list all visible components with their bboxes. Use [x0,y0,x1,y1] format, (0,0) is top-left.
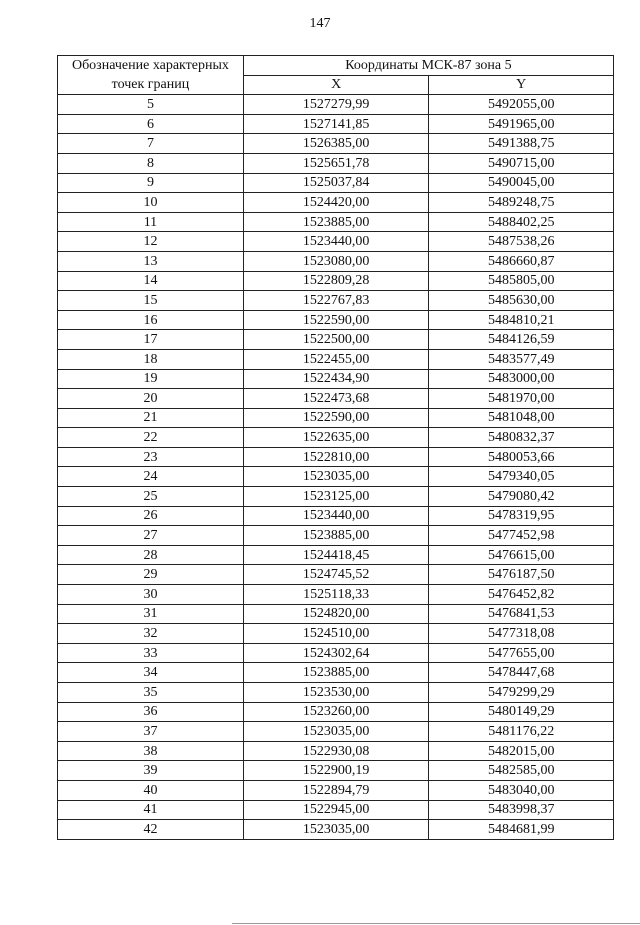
table-row [58,624,614,644]
table-row [58,487,614,507]
table-row [58,643,614,663]
y-coordinate-cell: 5476187,50 [429,565,614,585]
table-row [58,95,614,115]
point-cell: 17 [58,330,244,350]
x-coordinate-cell: 1522590,00 [243,408,429,428]
y-coordinate-cell: 5479340,05 [429,467,614,487]
point-cell: 41 [58,800,244,820]
point-cell: 34 [58,663,244,683]
y-coordinate-cell: 5483998,37 [429,800,614,820]
y-coordinate-cell: 5484810,21 [429,310,614,330]
y-coordinate-cell: 5483040,00 [429,780,614,800]
y-coordinate-cell: 5481176,22 [429,722,614,742]
y-coordinate-cell: 5478447,68 [429,663,614,683]
header-row-top [58,56,614,76]
x-coordinate-cell: 1524420,00 [243,193,429,213]
x-coordinate-cell: 1525037,84 [243,173,429,193]
table-body [58,95,614,840]
point-cell: 35 [58,683,244,703]
y-coordinate-cell: 5480832,37 [429,428,614,448]
x-coordinate-cell: 1523885,00 [243,663,429,683]
x-coordinate-cell: 1523125,00 [243,487,429,507]
point-cell: 24 [58,467,244,487]
x-coordinate-cell: 1522473,68 [243,389,429,409]
x-column-header: X [243,75,429,95]
y-coordinate-cell: 5481970,00 [429,389,614,409]
point-cell: 37 [58,722,244,742]
point-cell: 29 [58,565,244,585]
y-coordinate-cell: 5491388,75 [429,134,614,154]
y-coordinate-cell: 5485630,00 [429,291,614,311]
point-column-header [58,56,244,95]
point-cell: 14 [58,271,244,291]
point-cell: 32 [58,624,244,644]
x-coordinate-cell: 1522434,90 [243,369,429,389]
table-row [58,349,614,369]
point-cell: 27 [58,526,244,546]
table-row [58,663,614,683]
point-cell: 20 [58,389,244,409]
point-cell: 36 [58,702,244,722]
y-coordinate-cell: 5491965,00 [429,114,614,134]
x-coordinate-cell: 1527279,99 [243,95,429,115]
point-cell: 9 [58,173,244,193]
y-coordinate-cell: 5480149,29 [429,702,614,722]
x-coordinate-cell: 1522590,00 [243,310,429,330]
point-cell: 13 [58,251,244,271]
page-number: 147 [309,16,331,31]
table-row [58,291,614,311]
point-cell: 18 [58,349,244,369]
y-coordinate-cell: 5476615,00 [429,545,614,565]
x-coordinate-cell: 1523530,00 [243,683,429,703]
point-cell: 40 [58,780,244,800]
point-cell: 25 [58,487,244,507]
y-coordinate-cell: 5485805,00 [429,271,614,291]
table-row [58,761,614,781]
table-row [58,212,614,232]
point-cell: 31 [58,604,244,624]
x-coordinate-cell: 1525651,78 [243,153,429,173]
table-row [58,565,614,585]
point-cell: 6 [58,114,244,134]
y-coordinate-cell: 5484126,59 [429,330,614,350]
point-cell: 7 [58,134,244,154]
x-coordinate-cell: 1523080,00 [243,251,429,271]
y-coordinate-cell: 5477452,98 [429,526,614,546]
table-row [58,447,614,467]
x-coordinate-cell: 1526385,00 [243,134,429,154]
point-cell: 33 [58,643,244,663]
y-column-header: Y [429,75,614,95]
table-row [58,741,614,761]
x-coordinate-cell: 1527141,85 [243,114,429,134]
point-cell: 15 [58,291,244,311]
point-cell: 11 [58,212,244,232]
point-column-header-line2: точек границ [111,77,190,93]
x-coordinate-cell: 1522930,08 [243,741,429,761]
y-coordinate-cell: 5477318,08 [429,624,614,644]
table-row [58,330,614,350]
y-coordinate-cell: 5479080,42 [429,487,614,507]
x-coordinate-cell: 1522455,00 [243,349,429,369]
x-coordinate-cell: 1524745,52 [243,565,429,585]
y-coordinate-cell: 5476452,82 [429,585,614,605]
table-header [58,56,614,95]
table-row [58,153,614,173]
table-row [58,467,614,487]
table-row [58,173,614,193]
point-cell: 23 [58,447,244,467]
point-cell: 21 [58,408,244,428]
table-row [58,134,614,154]
table-row [58,722,614,742]
point-cell: 42 [58,820,244,840]
table-row [58,389,614,409]
y-coordinate-cell: 5483577,49 [429,349,614,369]
table-row [58,193,614,213]
y-coordinate-cell: 5490045,00 [429,173,614,193]
x-coordinate-cell: 1522635,00 [243,428,429,448]
table-row [58,408,614,428]
table-row [58,800,614,820]
coordinates-table [57,55,614,840]
point-cell: 38 [58,741,244,761]
x-coordinate-cell: 1524418,45 [243,545,429,565]
x-coordinate-cell: 1524302,64 [243,643,429,663]
x-coordinate-cell: 1524820,00 [243,604,429,624]
x-coordinate-cell: 1522900,19 [243,761,429,781]
x-coordinate-cell: 1522500,00 [243,330,429,350]
table-row [58,702,614,722]
x-coordinate-cell: 1523035,00 [243,820,429,840]
table-row [58,683,614,703]
point-cell: 39 [58,761,244,781]
table-row [58,310,614,330]
x-coordinate-cell: 1522945,00 [243,800,429,820]
point-column-header-line1: Обозначение характерных [71,58,229,74]
y-coordinate-cell: 5488402,25 [429,212,614,232]
table-row [58,428,614,448]
y-coordinate-cell: 5483000,00 [429,369,614,389]
y-coordinate-cell: 5482585,00 [429,761,614,781]
x-coordinate-cell: 1522894,79 [243,780,429,800]
point-cell: 16 [58,310,244,330]
table-row [58,369,614,389]
point-cell: 28 [58,545,244,565]
x-coordinate-cell: 1522810,00 [243,447,429,467]
x-coordinate-cell: 1523440,00 [243,506,429,526]
y-coordinate-cell: 5481048,00 [429,408,614,428]
table-row [58,506,614,526]
table-row [58,271,614,291]
table-row [58,526,614,546]
x-coordinate-cell: 1523035,00 [243,722,429,742]
table-row [58,585,614,605]
point-cell: 26 [58,506,244,526]
coords-group-header: Координаты МСК-87 зона 5 [243,56,613,76]
point-cell: 5 [58,95,244,115]
y-coordinate-cell: 5479299,29 [429,683,614,703]
point-cell: 22 [58,428,244,448]
table-row [58,232,614,252]
y-coordinate-cell: 5478319,95 [429,506,614,526]
table-row [58,114,614,134]
y-coordinate-cell: 5489248,75 [429,193,614,213]
y-coordinate-cell: 5492055,00 [429,95,614,115]
y-coordinate-cell: 5484681,99 [429,820,614,840]
x-coordinate-cell: 1522809,28 [243,271,429,291]
x-coordinate-cell: 1522767,83 [243,291,429,311]
x-coordinate-cell: 1523440,00 [243,232,429,252]
point-cell: 10 [58,193,244,213]
y-coordinate-cell: 5480053,66 [429,447,614,467]
point-cell: 30 [58,585,244,605]
table-row [58,604,614,624]
x-coordinate-cell: 1524510,00 [243,624,429,644]
x-coordinate-cell: 1525118,33 [243,585,429,605]
x-coordinate-cell: 1523260,00 [243,702,429,722]
y-coordinate-cell: 5482015,00 [429,741,614,761]
y-coordinate-cell: 5477655,00 [429,643,614,663]
point-cell: 8 [58,153,244,173]
x-coordinate-cell: 1523885,00 [243,526,429,546]
y-coordinate-cell: 5486660,87 [429,251,614,271]
point-cell: 19 [58,369,244,389]
y-coordinate-cell: 5487538,26 [429,232,614,252]
bottom-divider [232,923,640,924]
table-row [58,545,614,565]
point-cell: 12 [58,232,244,252]
y-coordinate-cell: 5490715,00 [429,153,614,173]
table-row [58,780,614,800]
x-coordinate-cell: 1523035,00 [243,467,429,487]
table-row [58,251,614,271]
table-row [58,820,614,840]
x-coordinate-cell: 1523885,00 [243,212,429,232]
y-coordinate-cell: 5476841,53 [429,604,614,624]
